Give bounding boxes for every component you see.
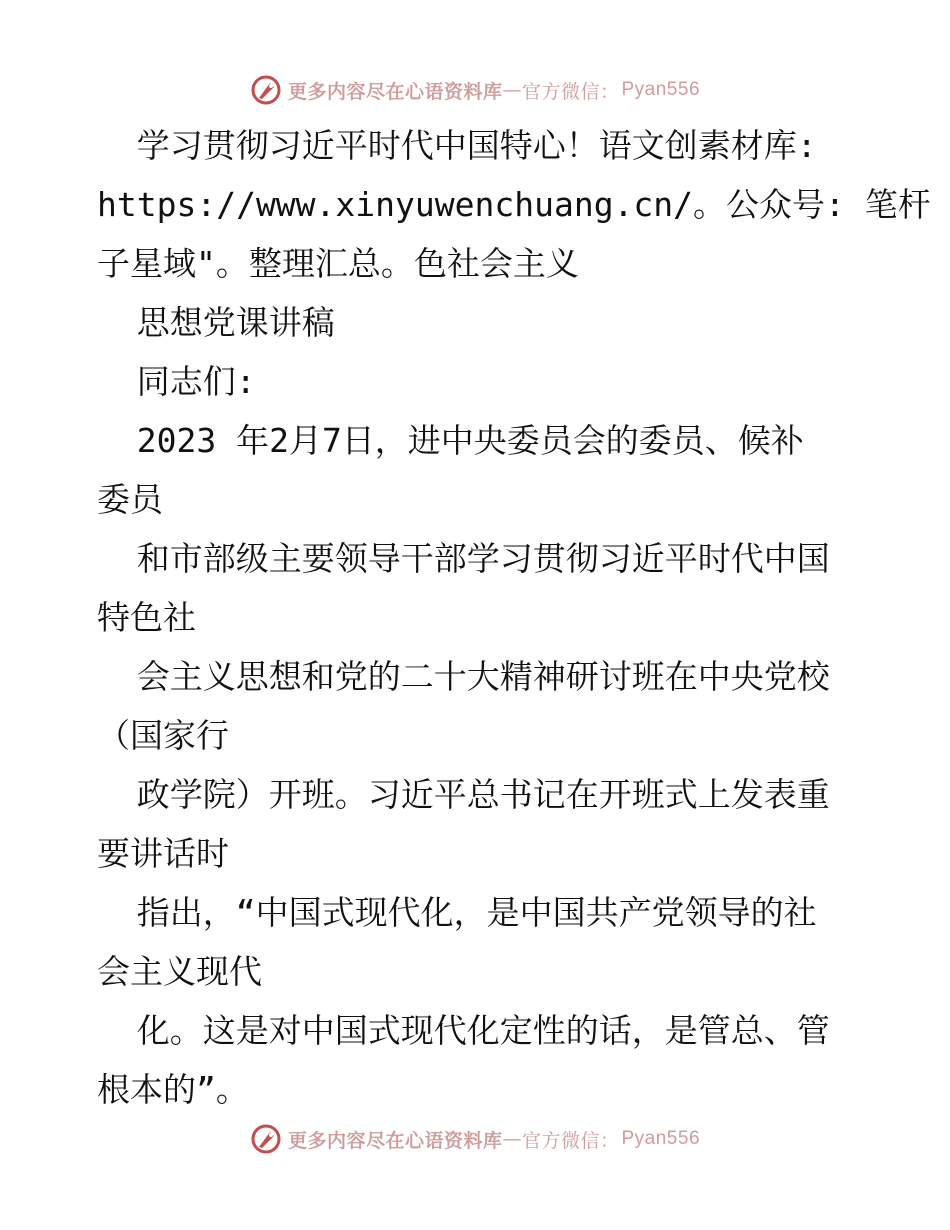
- header-banner: [0, 70, 950, 110]
- banner-wechat-label: 官方微信：: [521, 80, 620, 103]
- text-line: 子星域"。整理汇总。色社会主义: [97, 244, 579, 283]
- text-line: 化。这是对中国式现代化定性的话，是管总、管: [97, 1011, 830, 1050]
- text-line: 和市部级主要领导干部学习贯彻习近平时代中国: [97, 539, 830, 578]
- banner-wechat-id: Pyan556: [621, 1128, 701, 1149]
- text-line: 会主义思想和党的二十大精神研讨班在中央党校: [97, 657, 830, 696]
- text-line: 指出，“中国式现代化，是中国共产党领导的社: [97, 893, 817, 932]
- pen-nib-logo-icon: [250, 74, 282, 106]
- text-line: （国家行: [97, 716, 229, 755]
- text-line: 特色社: [97, 598, 196, 637]
- footer-banner: [0, 1119, 950, 1159]
- text-line: 思想党课讲稿: [97, 303, 335, 342]
- text-line: 学习贯彻习近平时代中国特心！语文创素材库:: [97, 126, 817, 165]
- text-line: 政学院）开班。习近平总书记在开班式上发表重: [97, 775, 830, 814]
- text-line: 2023 年2月7日，进中央委员会的委员、候补: [97, 421, 804, 460]
- banner-dash: —: [502, 1128, 522, 1150]
- text-line: 委员: [97, 480, 163, 519]
- pen-nib-logo-icon: [250, 1123, 282, 1155]
- banner-wechat-label: 官方微信：: [521, 1129, 620, 1152]
- banner-wechat-id: Pyan556: [621, 79, 701, 100]
- text-line: https://www.xinyuwenchuang.cn/。公众号: 笔杆: [97, 185, 931, 224]
- document-body: [97, 116, 931, 1119]
- text-line: 要讲话时: [97, 834, 229, 873]
- text-line: 根本的”。: [97, 1070, 249, 1109]
- text-line: 会主义现代: [97, 952, 262, 991]
- text-line: 同志们:: [97, 362, 256, 401]
- banner-main-text: 更多内容尽在心语资料库: [287, 1129, 503, 1152]
- banner-main-text: 更多内容尽在心语资料库: [287, 80, 503, 103]
- banner-dash: —: [502, 79, 522, 101]
